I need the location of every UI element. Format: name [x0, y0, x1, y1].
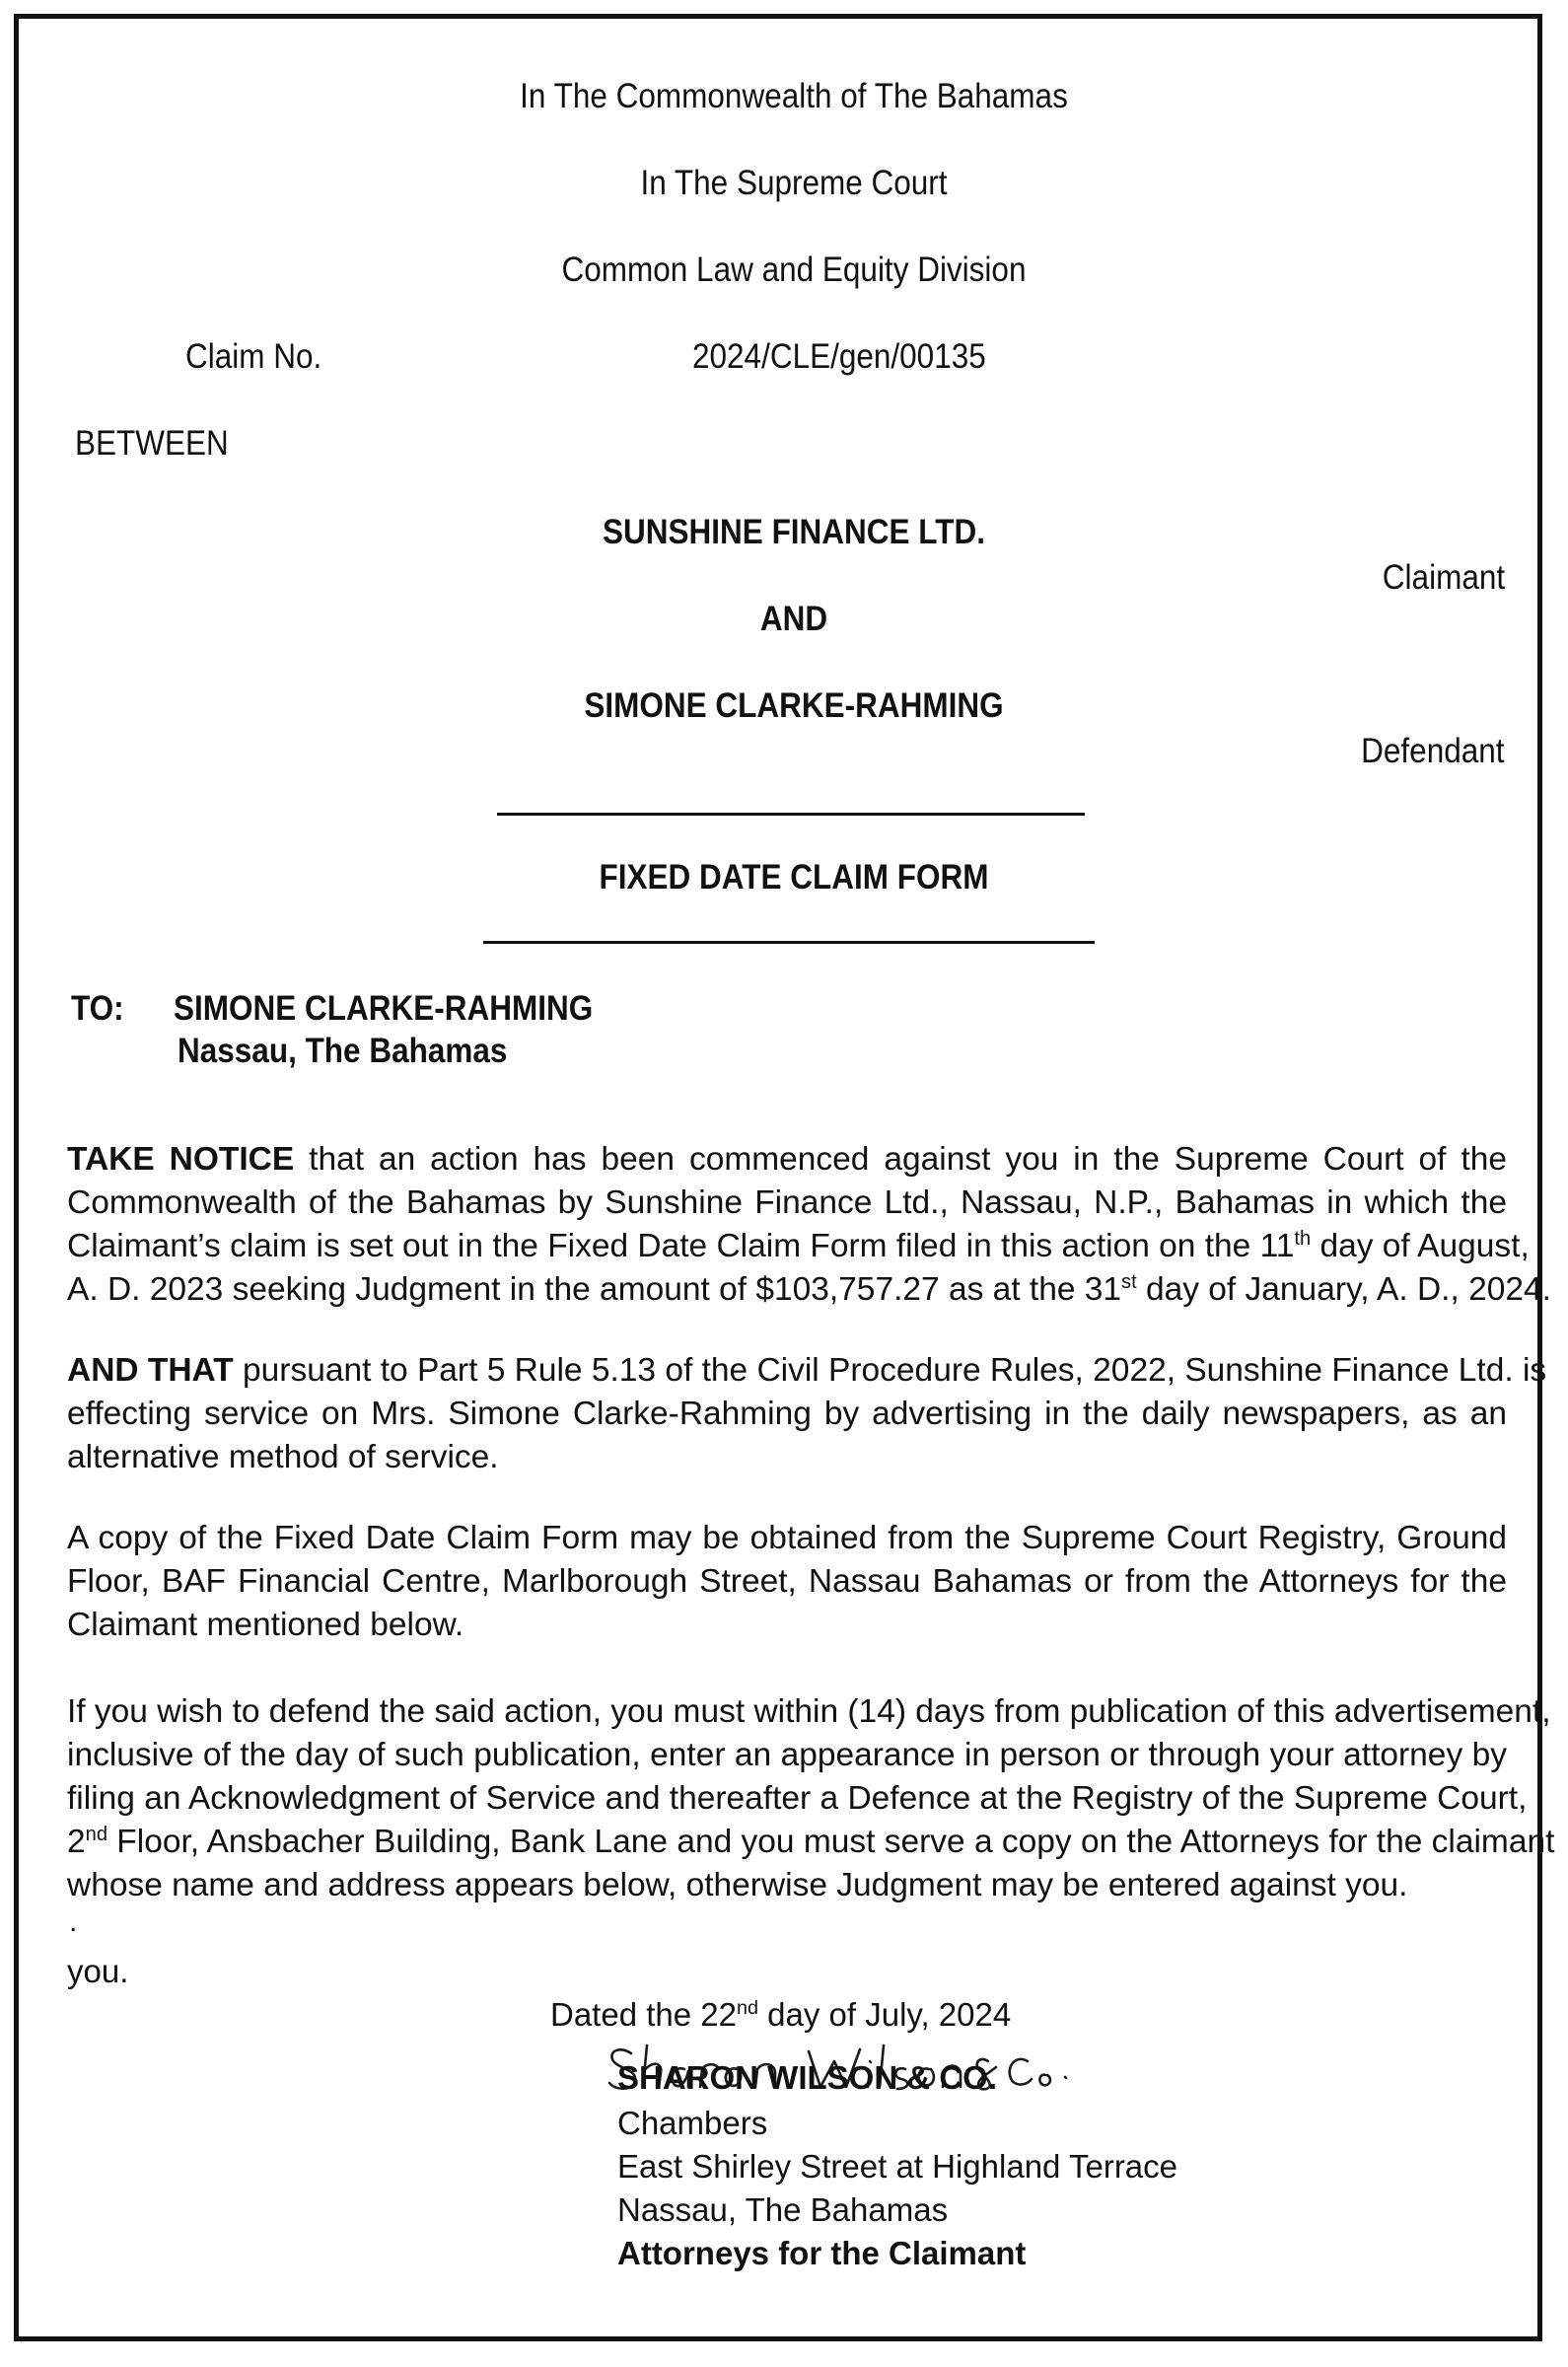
defendant-name: SIMONE CLARKE-RAHMING — [584, 686, 1004, 725]
text-segment: day of January, A. D., 2024. — [1136, 1271, 1551, 1308]
text-line: whose name and address appears below, otherwise Judgment may be entered against you. — [67, 1867, 1408, 1903]
claimant-name: SUNSHINE FINANCE LTD. — [603, 513, 985, 551]
and-that-paragraph — [67, 1349, 1547, 1479]
to-label: TO: — [71, 989, 124, 1028]
text-line: alternative method of service. — [67, 1439, 499, 1475]
court-division: Common Law and Equity Division — [561, 251, 1027, 289]
firm-street: East Shirley Street at Highland Terrace — [617, 2148, 1178, 2185]
text-line: Claimant mentioned below. — [67, 1607, 464, 1643]
attorneys-role: Attorneys for the Claimant — [617, 2235, 1027, 2271]
firm-city: Nassau, The Bahamas — [617, 2191, 949, 2228]
text-segment: A. D. 2023 seeking Judgment in the amount of $103,757.27 as at the 31 — [67, 1271, 1122, 1308]
firm-chambers: Chambers — [617, 2105, 768, 2141]
text-line — [67, 1225, 1530, 1268]
and-label: AND — [759, 600, 828, 638]
claimant-role: Claimant — [1382, 558, 1505, 597]
court-name: In The Supreme Court — [640, 164, 948, 202]
stray-dot: . — [69, 1905, 78, 1938]
text-line: inclusive of the day of such publication, enter an appearance in person or through your attorney by — [67, 1737, 1507, 1773]
to-location: Nassau, The Bahamas — [178, 1032, 508, 1070]
text-segment: Dated the 22 — [550, 1996, 737, 2033]
court-jurisdiction: In The Commonwealth of The Bahamas — [520, 77, 1068, 115]
text-line: pursuant to Part 5 Rule 5.13 of the Civil Procedure Rules, 2022, Sunshine Finance Ltd. is — [233, 1352, 1547, 1389]
text-segment: day of August, — [1311, 1228, 1530, 1264]
superscript: st — [1121, 1270, 1137, 1293]
text-line: A copy of the Fixed Date Claim Form may be obtained from the Supreme Court Registry, Ground — [67, 1520, 1507, 1556]
between-label: BETWEEN — [75, 424, 229, 463]
text-line — [67, 1268, 1551, 1312]
text-line — [67, 1821, 1555, 1864]
text-segment: Floor, Ansbacher Building, Bank Lane and you must serve a copy on the Attorneys for the claimant — [107, 1824, 1555, 1860]
text-line: filing an Acknowledgment of Service and thereafter a Defence at the Registry of the Supreme Court, — [67, 1780, 1528, 1817]
superscript: nd — [736, 1997, 758, 2019]
superscript: nd — [85, 1823, 107, 1845]
title-rule-bottom — [483, 941, 1095, 944]
defend-paragraph — [67, 1690, 1555, 1907]
take-notice-paragraph — [67, 1138, 1551, 1312]
text-line: Floor, BAF Financial Centre, Marlborough Street, Nassau Bahamas or from the Attorneys for the — [67, 1563, 1507, 1600]
text-line: effecting service on Mrs. Simone Clarke-Rahming by advertising in the daily newspapers, as an — [67, 1396, 1507, 1432]
text-segment: day of July, 2024 — [758, 1996, 1012, 2033]
firm-name: SHARON WILSON & CO. — [617, 2059, 997, 2096]
to-name: SIMONE CLARKE-RAHMING — [174, 989, 594, 1028]
text-segment: Claimant’s claim is set out in the Fixed Date Claim Form filed in this action on the 11 — [67, 1228, 1295, 1264]
copy-paragraph — [67, 1517, 1507, 1647]
take-notice-lead: TAKE NOTICE — [67, 1141, 295, 1178]
claim-number-label: Claim No. — [185, 337, 322, 376]
stray-you: you. — [67, 1953, 129, 1989]
text-segment: 2 — [67, 1824, 86, 1860]
dated-line — [550, 1996, 1011, 2034]
claim-number: 2024/CLE/gen/00135 — [692, 337, 986, 376]
form-title: FIXED DATE CLAIM FORM — [599, 858, 989, 897]
text-line: If you wish to defend the said action, you must within (14) days from publication of this advertisement, — [67, 1693, 1551, 1730]
text-line: that an action has been commenced against you in the Supreme Court of the — [294, 1141, 1507, 1178]
defendant-role: Defendant — [1361, 732, 1505, 770]
superscript: th — [1294, 1227, 1312, 1250]
text-line: Commonwealth of the Bahamas by Sunshine Finance Ltd., Nassau, N.P., Bahamas in which the — [67, 1184, 1507, 1221]
title-rule-top — [497, 813, 1085, 816]
and-that-lead: AND THAT — [67, 1352, 234, 1389]
